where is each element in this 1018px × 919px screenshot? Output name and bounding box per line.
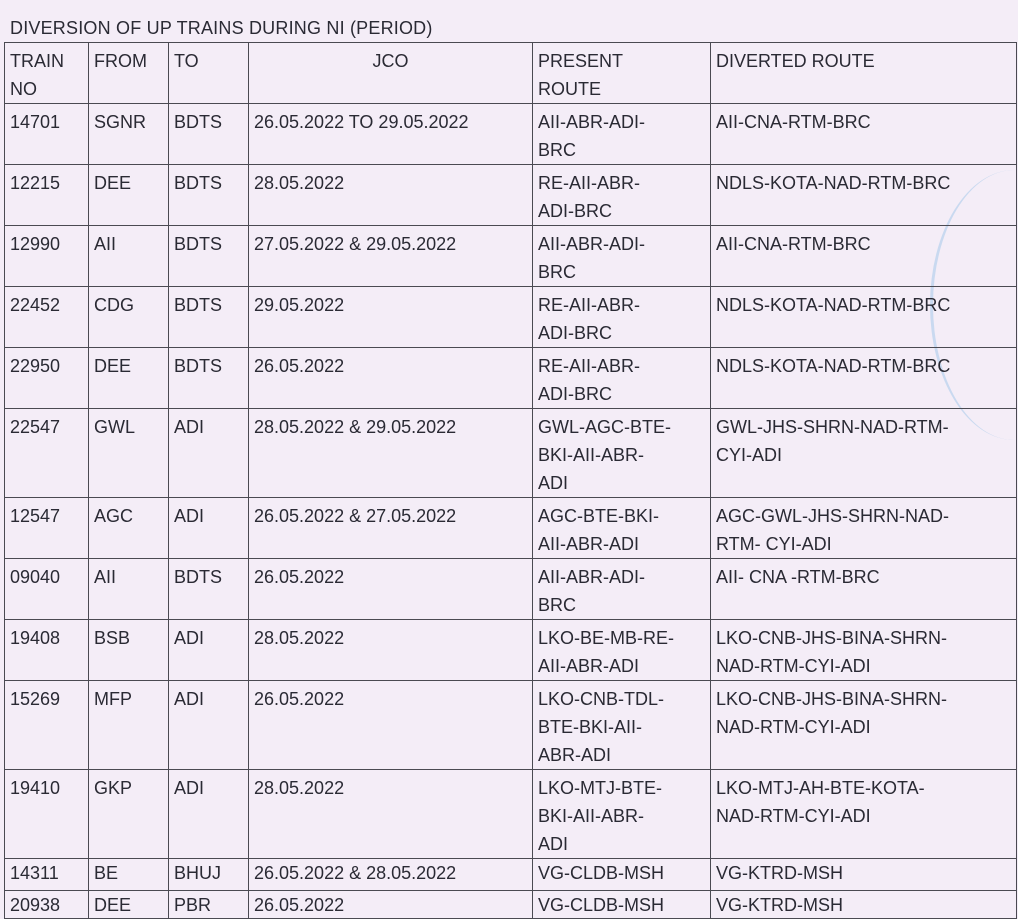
cell-jco: 26.05.2022 TO 29.05.2022 bbox=[249, 104, 533, 165]
cell-present-route: LKO-CNB-TDL- BTE-BKI-AII- ABR-ADI bbox=[533, 681, 711, 770]
cell-diverted-route: AII- CNA -RTM-BRC bbox=[711, 559, 1017, 620]
cell-jco: 26.05.2022 bbox=[249, 891, 533, 919]
header-jco: JCO bbox=[249, 43, 533, 104]
cell-jco: 26.05.2022 & 28.05.2022 bbox=[249, 859, 533, 891]
cell-from: GKP bbox=[89, 770, 169, 859]
cell-train-no: 09040 bbox=[5, 559, 89, 620]
cell-train-no: 12215 bbox=[5, 165, 89, 226]
cell-to: ADI bbox=[169, 681, 249, 770]
cell-train-no: 12990 bbox=[5, 226, 89, 287]
cell-from: SGNR bbox=[89, 104, 169, 165]
cell-present-route: VG-CLDB-MSH bbox=[533, 859, 711, 891]
cell-to: ADI bbox=[169, 498, 249, 559]
cell-to: BDTS bbox=[169, 165, 249, 226]
cell-present-route: RE-AII-ABR- ADI-BRC bbox=[533, 165, 711, 226]
cell-to: BDTS bbox=[169, 287, 249, 348]
cell-to: BDTS bbox=[169, 348, 249, 409]
document-title: DIVERSION OF UP TRAINS DURING NI (PERIOD) bbox=[10, 18, 433, 38]
cell-train-no: 19410 bbox=[5, 770, 89, 859]
cell-present-route: AII-ABR-ADI- BRC bbox=[533, 104, 711, 165]
table-row bbox=[5, 559, 1017, 620]
cell-jco: 29.05.2022 bbox=[249, 287, 533, 348]
cell-train-no: 22547 bbox=[5, 409, 89, 498]
cell-present-route: VG-CLDB-MSH bbox=[533, 891, 711, 919]
cell-train-no: 15269 bbox=[5, 681, 89, 770]
cell-diverted-route: NDLS-KOTA-NAD-RTM-BRC bbox=[711, 287, 1017, 348]
header-from: FROM bbox=[89, 43, 169, 104]
cell-train-no: 22452 bbox=[5, 287, 89, 348]
cell-jco: 26.05.2022 bbox=[249, 681, 533, 770]
table-row bbox=[5, 770, 1017, 859]
cell-train-no: 20938 bbox=[5, 891, 89, 919]
cell-from: AGC bbox=[89, 498, 169, 559]
cell-diverted-route: LKO-MTJ-AH-BTE-KOTA- NAD-RTM-CYI-ADI bbox=[711, 770, 1017, 859]
table-row bbox=[5, 620, 1017, 681]
cell-jco: 27.05.2022 & 29.05.2022 bbox=[249, 226, 533, 287]
header-diverted-route: DIVERTED ROUTE bbox=[711, 43, 1017, 104]
cell-to: ADI bbox=[169, 620, 249, 681]
cell-from: DEE bbox=[89, 348, 169, 409]
cell-from: AII bbox=[89, 226, 169, 287]
cell-to: ADI bbox=[169, 409, 249, 498]
cell-from: MFP bbox=[89, 681, 169, 770]
cell-diverted-route: AII-CNA-RTM-BRC bbox=[711, 104, 1017, 165]
cell-jco: 28.05.2022 bbox=[249, 620, 533, 681]
cell-jco: 28.05.2022 & 29.05.2022 bbox=[249, 409, 533, 498]
cell-to: PBR bbox=[169, 891, 249, 919]
cell-present-route: LKO-BE-MB-RE- AII-ABR-ADI bbox=[533, 620, 711, 681]
cell-to: BDTS bbox=[169, 559, 249, 620]
cell-jco: 26.05.2022 & 27.05.2022 bbox=[249, 498, 533, 559]
cell-train-no: 14701 bbox=[5, 104, 89, 165]
cell-present-route: RE-AII-ABR- ADI-BRC bbox=[533, 287, 711, 348]
header-train-no: TRAIN NO bbox=[5, 43, 89, 104]
cell-from: GWL bbox=[89, 409, 169, 498]
cell-present-route: AII-ABR-ADI- BRC bbox=[533, 559, 711, 620]
cell-to: BDTS bbox=[169, 104, 249, 165]
cell-from: BSB bbox=[89, 620, 169, 681]
cell-jco: 28.05.2022 bbox=[249, 165, 533, 226]
cell-train-no: 12547 bbox=[5, 498, 89, 559]
table-row bbox=[5, 348, 1017, 409]
cell-diverted-route: GWL-JHS-SHRN-NAD-RTM- CYI-ADI bbox=[711, 409, 1017, 498]
cell-train-no: 14311 bbox=[5, 859, 89, 891]
cell-diverted-route: AII-CNA-RTM-BRC bbox=[711, 226, 1017, 287]
header-present-route: PRESENT ROUTE bbox=[533, 43, 711, 104]
cell-from: DEE bbox=[89, 165, 169, 226]
cell-diverted-route: VG-KTRD-MSH bbox=[711, 859, 1017, 891]
cell-jco: 26.05.2022 bbox=[249, 559, 533, 620]
cell-diverted-route: NDLS-KOTA-NAD-RTM-BRC bbox=[711, 348, 1017, 409]
cell-to: BDTS bbox=[169, 226, 249, 287]
cell-present-route: RE-AII-ABR- ADI-BRC bbox=[533, 348, 711, 409]
table-row bbox=[5, 409, 1017, 498]
header-row bbox=[5, 43, 1017, 104]
header-to: TO bbox=[169, 43, 249, 104]
cell-train-no: 19408 bbox=[5, 620, 89, 681]
cell-from: AII bbox=[89, 559, 169, 620]
cell-present-route: AII-ABR-ADI- BRC bbox=[533, 226, 711, 287]
cell-jco: 28.05.2022 bbox=[249, 770, 533, 859]
cell-diverted-route: VG-KTRD-MSH bbox=[711, 891, 1017, 919]
table-row bbox=[5, 498, 1017, 559]
cell-present-route: GWL-AGC-BTE- BKI-AII-ABR- ADI bbox=[533, 409, 711, 498]
table-row bbox=[5, 681, 1017, 770]
cell-jco: 26.05.2022 bbox=[249, 348, 533, 409]
table-row bbox=[5, 226, 1017, 287]
cell-present-route: AGC-BTE-BKI- AII-ABR-ADI bbox=[533, 498, 711, 559]
cell-diverted-route: AGC-GWL-JHS-SHRN-NAD- RTM- CYI-ADI bbox=[711, 498, 1017, 559]
table-row bbox=[5, 891, 1017, 919]
cell-diverted-route: LKO-CNB-JHS-BINA-SHRN- NAD-RTM-CYI-ADI bbox=[711, 620, 1017, 681]
cell-train-no: 22950 bbox=[5, 348, 89, 409]
cell-from: CDG bbox=[89, 287, 169, 348]
cell-to: ADI bbox=[169, 770, 249, 859]
cell-from: DEE bbox=[89, 891, 169, 919]
table-row bbox=[5, 165, 1017, 226]
cell-diverted-route: LKO-CNB-JHS-BINA-SHRN- NAD-RTM-CYI-ADI bbox=[711, 681, 1017, 770]
cell-present-route: LKO-MTJ-BTE- BKI-AII-ABR- ADI bbox=[533, 770, 711, 859]
table-row bbox=[5, 104, 1017, 165]
cell-to: BHUJ bbox=[169, 859, 249, 891]
table-row bbox=[5, 859, 1017, 891]
cell-from: BE bbox=[89, 859, 169, 891]
cell-diverted-route: NDLS-KOTA-NAD-RTM-BRC bbox=[711, 165, 1017, 226]
table-row bbox=[5, 287, 1017, 348]
diversion-table bbox=[4, 42, 1017, 919]
